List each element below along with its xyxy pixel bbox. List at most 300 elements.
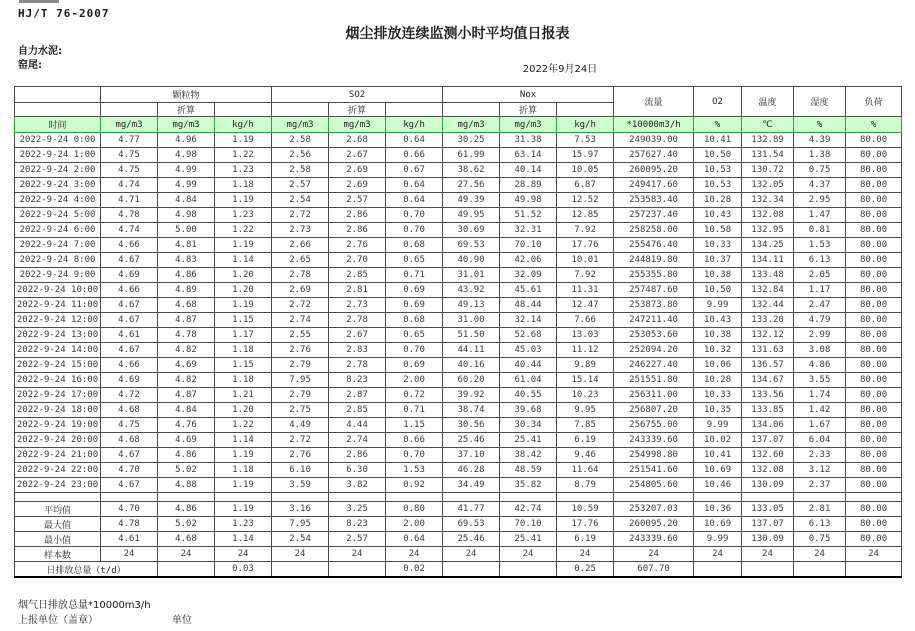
value-cell: 1.19 <box>215 448 272 463</box>
table-row <box>15 433 902 448</box>
value-cell: 4.77 <box>101 133 158 148</box>
table-row <box>15 208 902 223</box>
value-cell: 17.76 <box>557 238 614 253</box>
value-cell: 40.44 <box>500 358 557 373</box>
summary-label-cell: 样本数 <box>15 547 101 562</box>
header-temperature: 温度 <box>742 87 794 117</box>
value-cell: 10.02 <box>694 433 742 448</box>
value-cell: 133.05 <box>742 502 794 517</box>
time-cell: 2022-9-24 1:00 <box>15 148 101 163</box>
value-cell: 2.85 <box>329 268 386 283</box>
value-cell: 80.00 <box>846 208 902 223</box>
value-cell: 252094.20 <box>614 343 694 358</box>
value-cell: 80.00 <box>846 133 902 148</box>
time-column-label: 时间 <box>15 117 101 133</box>
header-blank-cell <box>386 103 443 117</box>
value-cell: 40.14 <box>500 163 557 178</box>
value-cell: 9.99 <box>694 532 742 547</box>
value-cell: 257237.40 <box>614 208 694 223</box>
value-cell: 80.00 <box>846 238 902 253</box>
value-cell: 130.09 <box>742 478 794 493</box>
unit-cell: % <box>694 117 742 133</box>
time-cell: 2022-9-24 18:00 <box>15 403 101 418</box>
value-cell: 256311.00 <box>614 388 694 403</box>
reporting-unit-label: 上报单位（盖章） <box>18 615 98 626</box>
value-cell: 2.72 <box>272 208 329 223</box>
report-table-wrap <box>14 86 902 578</box>
header-blank-cell <box>215 103 272 117</box>
value-cell: 80.00 <box>846 448 902 463</box>
value-cell: 51.50 <box>443 328 500 343</box>
value-cell: 7.92 <box>557 268 614 283</box>
table-row <box>15 298 902 313</box>
time-cell: 2022-9-24 0:00 <box>15 133 101 148</box>
value-cell: 257627.40 <box>614 148 694 163</box>
value-cell: 1.42 <box>794 403 846 418</box>
value-cell: 4.83 <box>158 253 215 268</box>
value-cell: 0.70 <box>386 343 443 358</box>
value-cell: 3.25 <box>329 502 386 517</box>
value-cell: 0.92 <box>386 478 443 493</box>
value-cell: 10.50 <box>694 283 742 298</box>
value-cell: 2.74 <box>272 313 329 328</box>
value-cell: 4.49 <box>272 418 329 433</box>
value-cell: 10.43 <box>694 208 742 223</box>
value-cell: 0.80 <box>386 502 443 517</box>
value-cell: 4.67 <box>101 253 158 268</box>
value-cell: 254998.80 <box>614 448 694 463</box>
value-cell: 0.67 <box>386 163 443 178</box>
value-cell: 10.38 <box>694 328 742 343</box>
time-cell: 2022-9-24 16:00 <box>15 373 101 388</box>
value-cell: 2.54 <box>272 532 329 547</box>
value-cell: 80.00 <box>846 283 902 298</box>
value-cell: 32.09 <box>500 268 557 283</box>
value-cell: 45.61 <box>500 283 557 298</box>
value-cell: 24 <box>500 547 557 562</box>
value-cell: 6.13 <box>794 253 846 268</box>
unit-cell: *10000m3/h <box>614 117 694 133</box>
value-cell: 260095.20 <box>614 163 694 178</box>
value-cell: 40.16 <box>443 358 500 373</box>
value-cell: 31.01 <box>443 268 500 283</box>
unit-cell: mg/m3 <box>158 117 215 133</box>
value-cell: 2.67 <box>329 328 386 343</box>
value-cell: 42.74 <box>500 502 557 517</box>
value-cell: 38.74 <box>443 403 500 418</box>
value-cell: 2.67 <box>329 148 386 163</box>
value-cell: 3.55 <box>794 373 846 388</box>
value-cell: 10.32 <box>694 343 742 358</box>
value-cell: 10.05 <box>557 163 614 178</box>
daily-total-label-cell: 日排放总量（t/d） <box>15 562 158 578</box>
value-cell: 40.90 <box>443 253 500 268</box>
value-cell: 10.23 <box>557 388 614 403</box>
value-cell: 1.23 <box>215 208 272 223</box>
value-cell: 80.00 <box>846 517 902 532</box>
value-cell: 1.20 <box>215 268 272 283</box>
value-cell: 0.64 <box>386 178 443 193</box>
value-cell <box>158 562 215 578</box>
value-cell: 10.01 <box>557 253 614 268</box>
value-cell: 133.56 <box>742 388 794 403</box>
header-blank-cell <box>15 103 101 117</box>
value-cell: 249039.00 <box>614 133 694 148</box>
unit-cell: mg/m3 <box>272 117 329 133</box>
value-cell: 1.14 <box>215 532 272 547</box>
spacer-cell <box>215 493 272 502</box>
value-cell: 4.69 <box>158 358 215 373</box>
value-cell: 2.70 <box>329 253 386 268</box>
value-cell: 136.57 <box>742 358 794 373</box>
spacer-cell <box>158 493 215 502</box>
spacer-cell <box>694 493 742 502</box>
value-cell: 1.19 <box>215 298 272 313</box>
value-cell: 137.07 <box>742 433 794 448</box>
unit-cell: % <box>846 117 902 133</box>
value-cell: 4.68 <box>101 433 158 448</box>
value-cell: 61.04 <box>500 373 557 388</box>
time-cell: 2022-9-24 9:00 <box>15 268 101 283</box>
value-cell: 1.22 <box>215 223 272 238</box>
daily-total-row <box>15 562 902 578</box>
unit-cell: kg/h <box>215 117 272 133</box>
value-cell: 80.00 <box>846 223 902 238</box>
value-cell <box>694 562 742 578</box>
value-cell: 4.86 <box>158 448 215 463</box>
table-row <box>15 163 902 178</box>
value-cell: 133.20 <box>742 313 794 328</box>
value-cell: 10.37 <box>694 253 742 268</box>
value-cell: 10.33 <box>694 238 742 253</box>
table-row <box>15 448 902 463</box>
value-cell: 63.14 <box>500 148 557 163</box>
value-cell: 256755.00 <box>614 418 694 433</box>
value-cell: 25.46 <box>443 532 500 547</box>
spacer-cell <box>500 493 557 502</box>
value-cell: 10.38 <box>694 268 742 283</box>
value-cell: 2.69 <box>329 178 386 193</box>
value-cell: 1.15 <box>215 358 272 373</box>
monitoring-point: 窑尾: <box>18 60 42 71</box>
value-cell: 24 <box>101 547 158 562</box>
value-cell: 80.00 <box>846 418 902 433</box>
value-cell: 10.46 <box>694 478 742 493</box>
time-cell: 2022-9-24 12:00 <box>15 313 101 328</box>
time-cell: 2022-9-24 19:00 <box>15 418 101 433</box>
value-cell: 0.75 <box>794 163 846 178</box>
value-cell: 1.18 <box>215 463 272 478</box>
value-cell: 25.41 <box>500 532 557 547</box>
summary-label-cell: 最小值 <box>15 532 101 547</box>
value-cell: 0.25 <box>557 562 614 578</box>
value-cell: 10.06 <box>694 358 742 373</box>
unit-cell: ℃ <box>742 117 794 133</box>
value-cell: 1.47 <box>794 208 846 223</box>
value-cell: 251551.80 <box>614 373 694 388</box>
value-cell: 2.81 <box>794 502 846 517</box>
value-cell: 7.53 <box>557 133 614 148</box>
report-table-body <box>15 133 902 578</box>
value-cell: 2.86 <box>329 208 386 223</box>
value-cell: 0.71 <box>386 268 443 283</box>
value-cell: 10.53 <box>694 163 742 178</box>
value-cell: 4.98 <box>158 148 215 163</box>
value-cell: 80.00 <box>846 268 902 283</box>
value-cell: 134.67 <box>742 373 794 388</box>
value-cell: 1.67 <box>794 418 846 433</box>
value-cell: 256807.20 <box>614 403 694 418</box>
company-name: 自力水泥: <box>18 46 62 57</box>
value-cell: 243339.60 <box>614 433 694 448</box>
value-cell: 132.44 <box>742 298 794 313</box>
header-group-pm: 颗粒物 <box>101 87 272 103</box>
value-cell: 4.68 <box>158 298 215 313</box>
value-cell: 132.12 <box>742 328 794 343</box>
spacer-cell <box>329 493 386 502</box>
value-cell: 2.55 <box>272 328 329 343</box>
header-pm-converted: 折算 <box>158 103 215 117</box>
value-cell: 2.00 <box>386 517 443 532</box>
value-cell: 10.28 <box>694 373 742 388</box>
spacer-cell <box>386 493 443 502</box>
value-cell: 1.18 <box>215 343 272 358</box>
table-row <box>15 343 902 358</box>
value-cell: 247211.40 <box>614 313 694 328</box>
value-cell: 80.00 <box>846 502 902 517</box>
value-cell: 4.78 <box>101 208 158 223</box>
value-cell: 2.73 <box>329 298 386 313</box>
value-cell: 0.64 <box>386 193 443 208</box>
value-cell: 39.68 <box>500 403 557 418</box>
value-cell: 3.82 <box>329 478 386 493</box>
value-cell: 8.79 <box>557 478 614 493</box>
value-cell: 2.72 <box>272 298 329 313</box>
value-cell: 132.95 <box>742 223 794 238</box>
value-cell: 11.64 <box>557 463 614 478</box>
value-cell: 2.05 <box>794 268 846 283</box>
unit-cell: mg/m3 <box>500 117 557 133</box>
table-row <box>15 283 902 298</box>
value-cell: 15.14 <box>557 373 614 388</box>
value-cell: 69.53 <box>443 238 500 253</box>
value-cell: 15.97 <box>557 148 614 163</box>
table-row <box>15 388 902 403</box>
value-cell: 2.56 <box>272 148 329 163</box>
time-cell: 2022-9-24 13:00 <box>15 328 101 343</box>
value-cell: 24 <box>443 547 500 562</box>
value-cell <box>794 562 846 578</box>
value-cell: 9.95 <box>557 403 614 418</box>
value-cell: 246227.40 <box>614 358 694 373</box>
value-cell: 49.39 <box>443 193 500 208</box>
table-row <box>15 478 902 493</box>
value-cell: 4.75 <box>101 148 158 163</box>
screenshot-artifact <box>19 0 59 3</box>
table-row <box>15 193 902 208</box>
value-cell: 4.67 <box>101 478 158 493</box>
value-cell: 4.82 <box>158 373 215 388</box>
value-cell: 2.95 <box>794 193 846 208</box>
value-cell: 24 <box>386 547 443 562</box>
header-unit-row <box>15 117 902 133</box>
value-cell: 132.84 <box>742 283 794 298</box>
value-cell: 9.99 <box>694 298 742 313</box>
header-group-nox: Nox <box>443 87 614 103</box>
spacer-row <box>15 493 902 502</box>
value-cell: 2.86 <box>329 223 386 238</box>
value-cell: 80.00 <box>846 532 902 547</box>
spacer-cell <box>101 493 158 502</box>
value-cell: 10.41 <box>694 448 742 463</box>
value-cell: 52.68 <box>500 328 557 343</box>
value-cell: 24 <box>215 547 272 562</box>
value-cell <box>500 562 557 578</box>
value-cell: 4.76 <box>158 418 215 433</box>
value-cell: 0.70 <box>386 208 443 223</box>
header-group-row <box>15 87 902 103</box>
value-cell: 1.21 <box>215 388 272 403</box>
value-cell: 2.47 <box>794 298 846 313</box>
value-cell: 80.00 <box>846 148 902 163</box>
value-cell: 1.22 <box>215 148 272 163</box>
value-cell <box>443 562 500 578</box>
value-cell: 0.70 <box>386 223 443 238</box>
value-cell: 28.89 <box>500 178 557 193</box>
value-cell: 2.79 <box>272 388 329 403</box>
value-cell: 2.81 <box>329 283 386 298</box>
value-cell: 4.66 <box>101 283 158 298</box>
value-cell: 80.00 <box>846 163 902 178</box>
value-cell: 2.99 <box>794 328 846 343</box>
value-cell: 4.98 <box>158 208 215 223</box>
value-cell: 132.08 <box>742 463 794 478</box>
value-cell: 2.58 <box>272 133 329 148</box>
value-cell: 49.98 <box>500 193 557 208</box>
value-cell: 4.79 <box>794 313 846 328</box>
value-cell: 255476.40 <box>614 238 694 253</box>
value-cell: 131.54 <box>742 148 794 163</box>
value-cell: 4.86 <box>794 358 846 373</box>
table-row <box>15 313 902 328</box>
value-cell: 2.86 <box>329 448 386 463</box>
value-cell: 6.87 <box>557 178 614 193</box>
value-cell: 4.37 <box>794 178 846 193</box>
value-cell: 10.33 <box>694 388 742 403</box>
table-row <box>15 328 902 343</box>
value-cell: 80.00 <box>846 358 902 373</box>
spacer-cell <box>614 493 694 502</box>
value-cell: 31.38 <box>500 133 557 148</box>
value-cell: 1.15 <box>215 313 272 328</box>
value-cell: 32.14 <box>500 313 557 328</box>
unit-cell: kg/h <box>386 117 443 133</box>
value-cell: 10.50 <box>694 148 742 163</box>
value-cell: 5.00 <box>158 223 215 238</box>
unit-cell: mg/m3 <box>101 117 158 133</box>
value-cell: 137.07 <box>742 517 794 532</box>
value-cell: 4.39 <box>794 133 846 148</box>
value-cell: 4.75 <box>101 163 158 178</box>
value-cell: 38.42 <box>500 448 557 463</box>
unit-cell: mg/m3 <box>443 117 500 133</box>
time-cell: 2022-9-24 5:00 <box>15 208 101 223</box>
value-cell: 27.56 <box>443 178 500 193</box>
spacer-cell <box>742 493 794 502</box>
time-cell: 2022-9-24 14:00 <box>15 343 101 358</box>
value-cell: 44.11 <box>443 343 500 358</box>
time-cell: 2022-9-24 3:00 <box>15 178 101 193</box>
spacer-cell <box>443 493 500 502</box>
spacer-cell <box>846 493 902 502</box>
value-cell: 1.23 <box>215 163 272 178</box>
value-cell: 17.76 <box>557 517 614 532</box>
value-cell: 6.30 <box>329 463 386 478</box>
value-cell: 134.06 <box>742 418 794 433</box>
value-cell: 251541.60 <box>614 463 694 478</box>
value-cell: 24 <box>794 547 846 562</box>
value-cell: 2.73 <box>272 223 329 238</box>
header-nox-converted: 折算 <box>500 103 557 117</box>
table-row <box>15 148 902 163</box>
value-cell: 4.70 <box>101 502 158 517</box>
value-cell: 1.22 <box>215 418 272 433</box>
value-cell: 4.44 <box>329 418 386 433</box>
value-cell: 2.68 <box>329 133 386 148</box>
value-cell: 12.47 <box>557 298 614 313</box>
time-cell: 2022-9-24 15:00 <box>15 358 101 373</box>
value-cell: 4.67 <box>101 298 158 313</box>
time-cell: 2022-9-24 7:00 <box>15 238 101 253</box>
report-table <box>14 86 902 578</box>
value-cell: 244819.80 <box>614 253 694 268</box>
value-cell: 4.66 <box>101 358 158 373</box>
value-cell: 7.95 <box>272 373 329 388</box>
value-cell: 42.06 <box>500 253 557 268</box>
standard-number: HJ/T 76-2007 <box>18 7 110 20</box>
value-cell: 1.53 <box>794 238 846 253</box>
value-cell: 1.23 <box>215 517 272 532</box>
value-cell: 11.31 <box>557 283 614 298</box>
value-cell: 9.46 <box>557 448 614 463</box>
value-cell: 32.31 <box>500 223 557 238</box>
value-cell: 24 <box>694 547 742 562</box>
value-cell: 31.00 <box>443 313 500 328</box>
header-blank-cell <box>557 103 614 117</box>
value-cell: 2.58 <box>272 163 329 178</box>
value-cell: 0.70 <box>386 448 443 463</box>
header-blank-cell <box>101 103 158 117</box>
value-cell: 2.85 <box>329 403 386 418</box>
value-cell: 60.20 <box>443 373 500 388</box>
value-cell: 6.19 <box>557 433 614 448</box>
value-cell: 4.75 <box>101 418 158 433</box>
time-cell: 2022-9-24 4:00 <box>15 193 101 208</box>
table-row <box>15 403 902 418</box>
value-cell: 30.69 <box>443 223 500 238</box>
value-cell: 7.92 <box>557 223 614 238</box>
value-cell: 2.72 <box>272 433 329 448</box>
value-cell: 132.08 <box>742 208 794 223</box>
value-cell: 132.05 <box>742 178 794 193</box>
value-cell: 13.03 <box>557 328 614 343</box>
table-row <box>15 268 902 283</box>
value-cell: 10.69 <box>694 463 742 478</box>
value-cell <box>742 562 794 578</box>
value-cell: 4.67 <box>101 448 158 463</box>
value-cell: 4.74 <box>101 178 158 193</box>
value-cell: 1.18 <box>215 178 272 193</box>
